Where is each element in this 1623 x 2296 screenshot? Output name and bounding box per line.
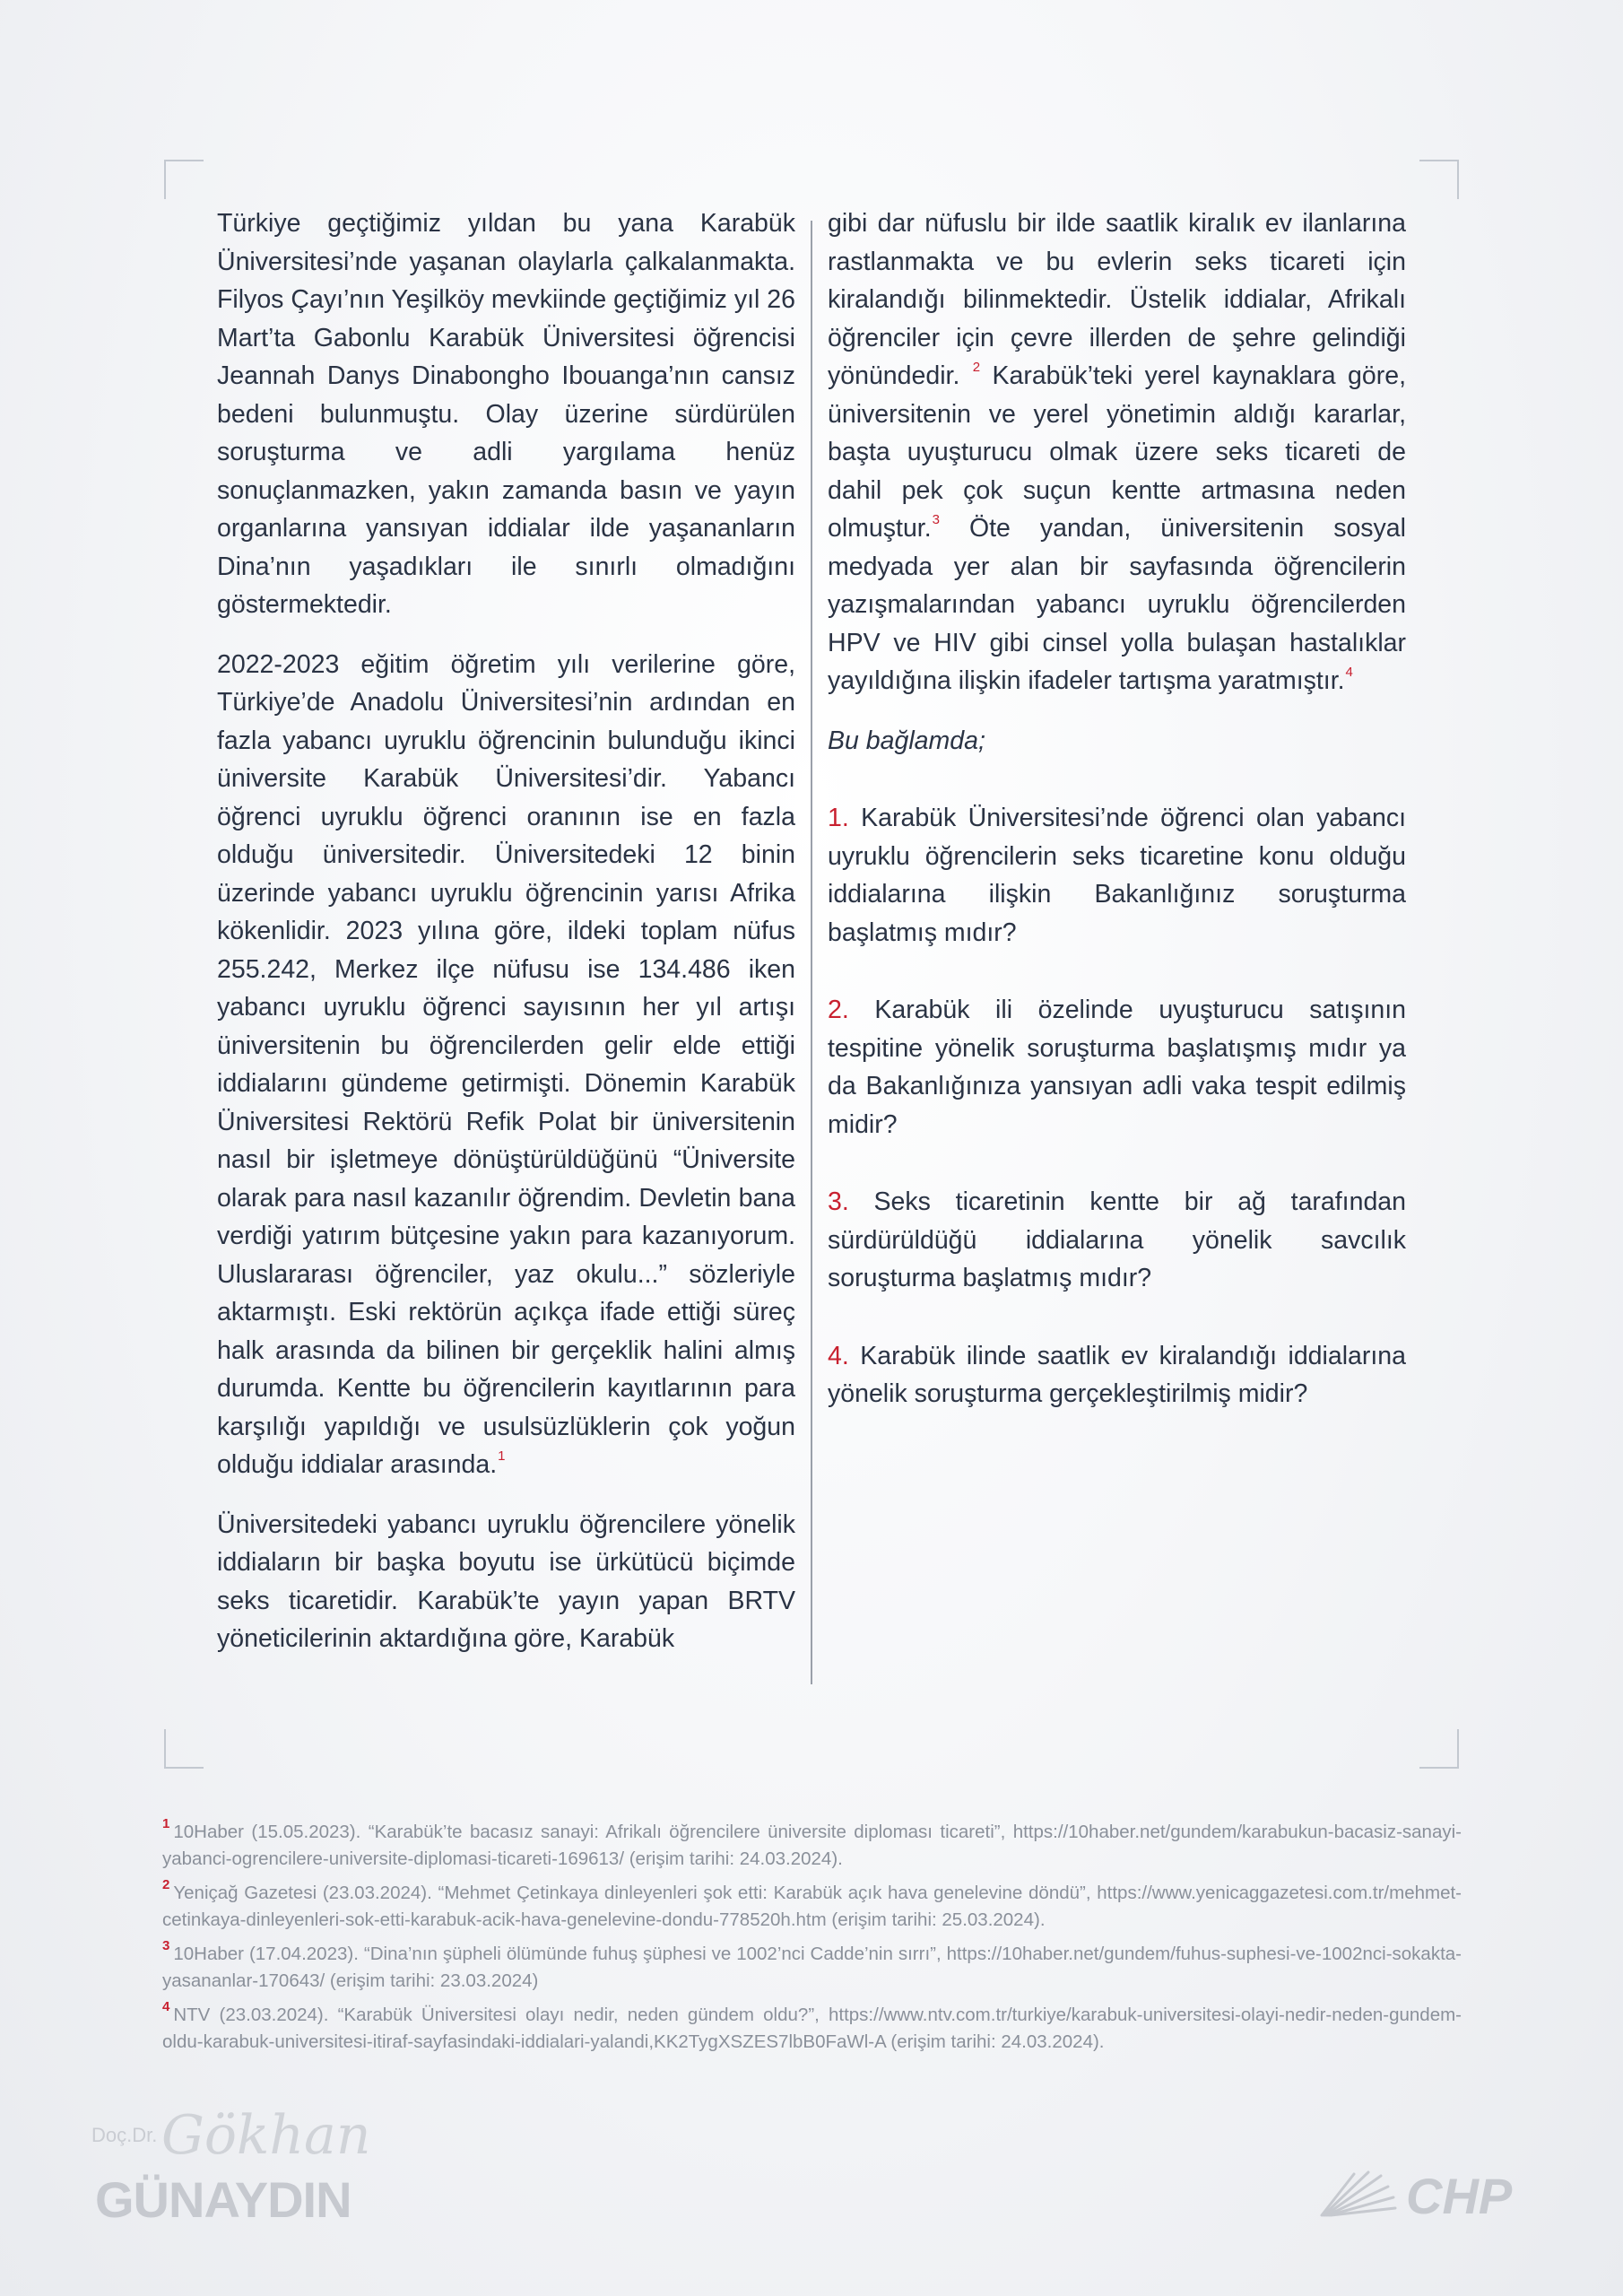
footnote-ref-1[interactable]: 1	[498, 1448, 506, 1464]
signature-logo	[91, 2104, 371, 2235]
footnote-2: $^2$ Yeniçağ Gazetesi (23.03.2024). “Mehmet Çetinkaya dinleyenleri şok etti: Karabük açık hava genelevine döndü”, https://www.yenicaggazetesi.com.tr/mehmet-cetinkaya-dinleyenleri-sok-etti-karabuk-acik-hava-genelevine-dondu-778520h.htm (erişim tarihi: 25.03.2024).	[162, 1877, 1462, 1930]
footnotes	[162, 1816, 1462, 2063]
signature-script: Gökhan	[161, 2104, 371, 2167]
question-2: 2. Karabük ili özelinde uyuşturucu satışının tespitine yönelik soruşturma başlatışmış mıdır ya da Bakanlığınıza yansıyan adli vaka tespit edilmiş midir?	[828, 996, 1407, 1139]
frame-corner-bottom-right	[1419, 1729, 1459, 1769]
paragraph-4: gibi dar nüfuslu bir ilde saatlik kiralık ev ilanlarına rastlanmakta ve bu evlerin seks ticareti için kiralandığı bilinmektedir. Üstelik iddialar, Afrikalı öğrenciler için çevre illerden de şehre gelindiği yönündedir. $^2$ Karabük’teki yerel kaynaklara göre, üniversitenin ve yerel yönetimin aldığı kararlar, başta uyuşturucu olmak üzere seks ticareti de dahil pek çok suçun kentte artmasına neden olmuştur.$^3$ Öte yandan, üniversitenin sosyal medyada yer alan bir sayfasında öğrencilerin yazışmalarından yabancı uyruklu öğrencilerden HPV ve HIV gibi cinsel yolla bulaşan hastalıklar yayıldığına ilişkin ifadeler tartışma yaratmıştır.$^4$	[828, 209, 1406, 695]
footnote-ref-3[interactable]: 3	[932, 511, 940, 527]
left-column	[217, 204, 795, 1680]
question-3: 3. Seks ticaretinin kentte bir ağ tarafından sürdürüldüğü iddialarına yönelik savcılık soruşturma başlatmış mıdır?	[828, 1187, 1406, 1292]
party-logo-text: CHP	[1406, 2168, 1513, 2224]
paragraph-3: Üniversitedeki yabancı uyruklu öğrencilere yönelik iddiaların bir başka boyutu ise ürkütücü biçimde seks ticaretidir. Karabük’te yayın yapan BRTV yöneticilerinin aktardığına göre, Karabük	[217, 1509, 795, 1653]
frame-corner-top-right	[1419, 160, 1459, 199]
footnote-ref-2[interactable]: 2	[972, 359, 981, 375]
frame-corner-bottom-left	[164, 1729, 204, 1769]
footnote-4: $^4$ NTV (23.03.2024). “Karabük Üniversitesi olayı nedir, neden gündem oldu?”, https://www.ntv.com.tr/turkiye/karabuk-universitesi-olayi-nedir-neden-gundem-oldu-karabuk-universitesi-itiraf-sayfasindaki-iddialari-yalandi,KK2TygXSZES7lbB0FaWl-A (erişim tarihi: 24.03.2024).	[162, 1999, 1462, 2052]
footnote-ref-4[interactable]: 4	[1345, 664, 1353, 680]
question-1: 1. Karabük Üniversitesi’nde öğrenci olan yabancı uyruklu öğrencilerin seks ticaretine konu olduğu iddialarına ilişkin Bakanlığınız soruşturma başlatmış mıdır?	[828, 804, 1406, 947]
column-divider	[811, 221, 812, 1684]
signature-name: GÜNAYDIN	[95, 2171, 352, 2228]
signature-title: Doç.Dr.	[91, 2124, 158, 2146]
party-logo	[1318, 2167, 1533, 2230]
question-number: 4.	[828, 1341, 849, 1370]
footnote-3: $^3$ 10Haber (17.04.2023). “Dina’nın şüpheli ölümünde fuhuş şüphesi ve 1002’nci Cadde’nin sırrı”, https://10haber.net/gundem/fuhus-suphesi-ve-1002nci-sokakta-yasananlar-170643/ (erişim tarihi: 23.03.2024)	[162, 1938, 1462, 1991]
right-column	[828, 204, 1406, 1453]
torch-rays-icon	[1318, 2170, 1399, 2221]
paragraph-1: Türkiye geçtiğimiz yıldan bu yana Karabük Üniversitesi’nde yaşanan olaylarla çalkalanmakta. Filyos Çayı’nın Yeşilköy mevkiinde geçtiğimiz yıl 26 Mart’ta Gabonlu Karabük Üniversitesi öğrencisi Jeannah Danys Dinabongho Ibouanga’nın cansız bedeni bulunmuştu. Olay üzerine sürdürülen soruşturma ve adli yargılama henüz sonuçlanmazken, yakın zamanda basın ve yayın organlarına yansıyan iddialar ilde yaşananların Dina’nın yaşadıkları ile sınırlı olmadığını göstermektedir.	[217, 209, 795, 619]
question-number: 3.	[828, 1187, 849, 1216]
question-4: 4. Karabük ilinde saatlik ev kiralandığı iddialarına yönelik soruşturma gerçekleştirilmiş midir?	[828, 1341, 1407, 1408]
question-number: 2.	[828, 996, 849, 1024]
frame-corner-top-left	[164, 160, 204, 199]
footnote-1: $^1$ 10Haber (15.05.2023). “Karabük’te bacasız sanayi: Afrikalı öğrencilere üniversite diploması ticareti”, https://10haber.net/gundem/karabukun-bacasiz-sanayi-yabanci-ogrencilere-universite-diplomasi-ticareti-169613/ (erişim tarihi: 24.03.2024).	[162, 1816, 1462, 1869]
question-number: 1.	[828, 804, 849, 832]
questions-intro: Bu bağlamda;	[828, 726, 985, 755]
paragraph-2: 2022-2023 eğitim öğretim yılı verilerine göre, Türkiye’de Anadolu Üniversitesi’nin ardından en fazla yabancı uyruklu öğrencinin bulunduğu ikinci üniversite Karabük Üniversitesi’dir. Yabancı öğrenci uyruklu öğrenci oranının ise en fazla olduğu üniversitedir. Üniversitedeki 12 binin üzerinde yabancı uyruklu öğrencinin yarısı Afrika kökenlidir. 2023 yılına göre, ildeki toplam nüfus 255.242, Merkez ilçe nüfusu ise 134.486 iken yabancı uyruklu öğrenci sayısının her yıl artışı üniversitenin bu öğrencilerden gelir elde ettiği iddialarını gündeme getirmişti. Dönemin Karabük Üniversitesi Rektörü Refik Polat bir üniversitenin nasıl bir işletmeye dönüştürüldüğünü “Üniversite olarak para nasıl kazanılır öğrendim. Devletin bana verdiği yatırım bütçesine yakın para kazanıyorum. Uluslararası öğrenciler, yaz okulu...” sözleriyle aktarmıştı. Eski rektörün açıkça ifade ettiği süreç halk arasında da bilinen bir gerçeklik halini almış durumda. Kentte bu öğrencilerin kayıtlarının para karşılığı yapıldığı ve usulsüzlüklerin çok yoğun olduğu iddialar arasında.$^1$	[217, 649, 795, 1479]
